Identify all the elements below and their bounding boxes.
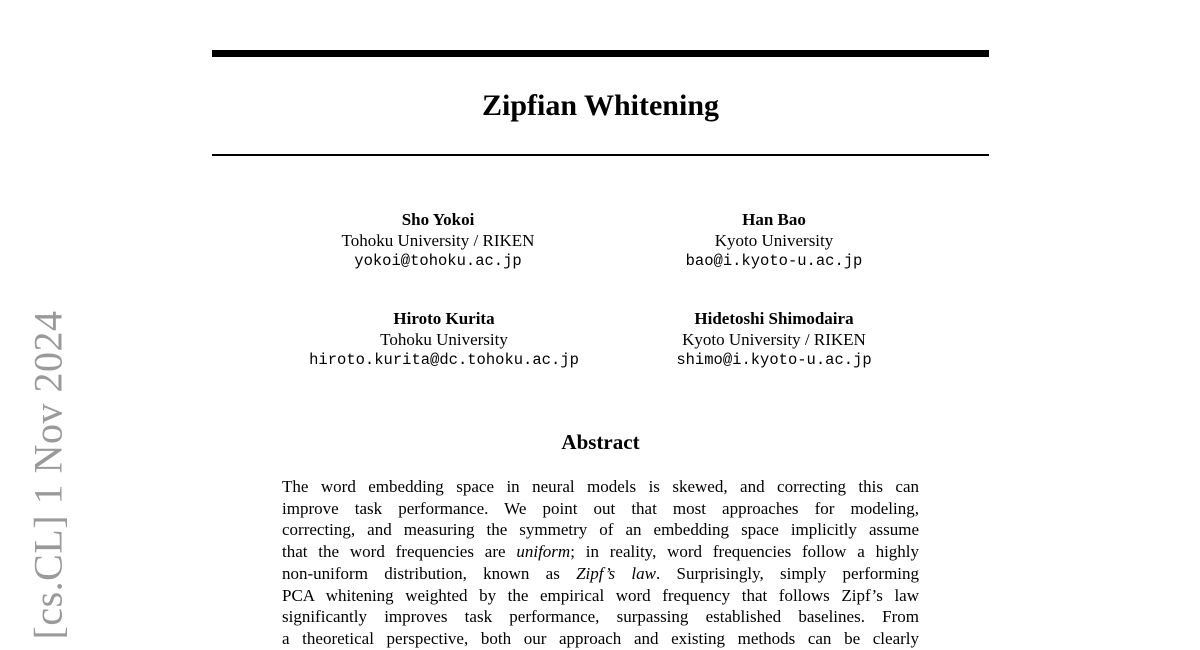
author-block <box>273 209 603 272</box>
top-rule <box>212 50 989 57</box>
abstract-heading: Abstract <box>561 430 640 454</box>
abstract-line <box>282 628 919 650</box>
title-rule <box>212 154 989 156</box>
abstract-line <box>282 563 919 585</box>
abstract-line <box>282 519 919 541</box>
abstract-text: a theoretical perspective, both our approach and existing methods can be clearly <box>282 628 919 648</box>
abstract-text: The word embedding space in neural models is skewed, and correcting this can <box>282 477 919 496</box>
author-name: Han Bao <box>742 210 806 229</box>
author-affiliation: Tohoku University / RIKEN <box>341 231 535 250</box>
abstract-text: . Surprisingly, simply performing <box>655 563 920 583</box>
abstract-text: PCA whitening weighted by the empirical word frequency that follows Zipf’s law <box>282 585 919 605</box>
author-block <box>279 308 609 371</box>
abstract-body <box>282 476 919 650</box>
abstract-line <box>282 498 919 520</box>
author-affiliation: Kyoto University / RIKEN <box>682 330 866 349</box>
abstract-text: correcting, and measuring the symmetry of an embedding space implicitly assume <box>282 520 919 540</box>
abstract-line <box>282 606 919 628</box>
author-name: Hidetoshi Shimodaira <box>694 309 854 328</box>
author-block <box>609 209 939 272</box>
arxiv-watermark: [cs.CL] 1 Nov 2024 <box>25 310 71 640</box>
abstract-line <box>282 476 919 498</box>
author-name: Hiroto Kurita <box>393 309 495 328</box>
author-affiliation: Tohoku University <box>380 330 508 349</box>
abstract-line <box>282 541 919 563</box>
abstract-text: that the word frequencies are <box>282 542 517 562</box>
author-block <box>632 308 916 371</box>
abstract-emphasis: uniform <box>516 542 571 562</box>
paper-title: Zipfian Whitening <box>481 89 720 122</box>
abstract-text: non-uniform distribution, known as <box>282 563 577 583</box>
abstract-line <box>282 585 919 607</box>
author-email[interactable]: yokoi@tohoku.ac.jp <box>354 252 522 270</box>
author-affiliation: Kyoto University <box>714 231 834 250</box>
author-email[interactable]: bao@i.kyoto-u.ac.jp <box>685 252 863 270</box>
author-email[interactable]: shimo@i.kyoto-u.ac.jp <box>676 351 872 369</box>
abstract-emphasis: Zipf’s law <box>576 563 656 583</box>
abstract-text: improve task performance. We point out that most approaches for modeling, <box>282 498 919 518</box>
author-email[interactable]: hiroto.kurita@dc.tohoku.ac.jp <box>309 351 579 369</box>
abstract-text: ; in reality, word frequencies follow a highly <box>570 542 920 562</box>
author-name: Sho Yokoi <box>401 210 475 229</box>
abstract-text: significantly improves task performance, surpassing established baselines. From <box>282 607 919 627</box>
